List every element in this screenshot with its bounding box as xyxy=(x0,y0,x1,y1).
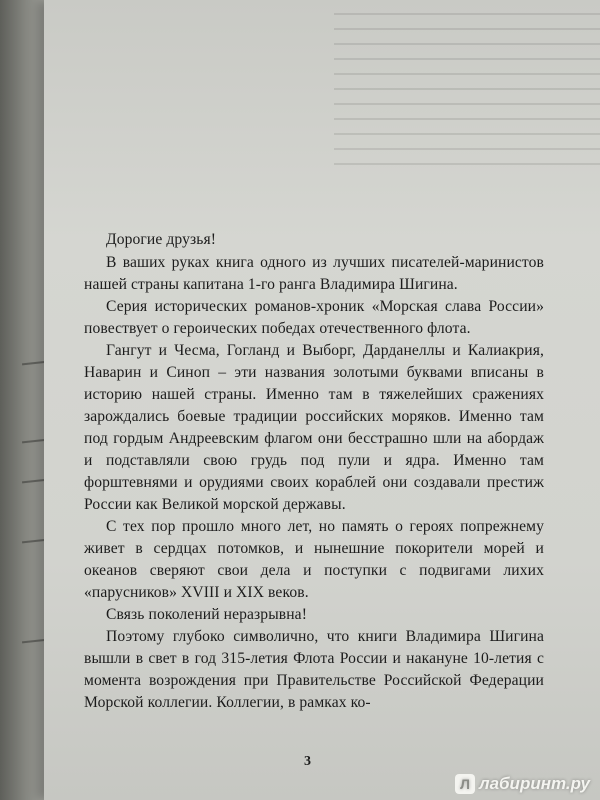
watermark xyxy=(455,774,590,794)
greeting-paragraph: Дорогие друзья! xyxy=(106,231,217,248)
book-gutter xyxy=(0,0,48,800)
paragraph: В ваших руках книга одного из лучших писателей-маринистов нашей страны капитана 1-го ранга Владимира Шигина. xyxy=(84,254,544,293)
paragraph: Связь поколений неразрывна! xyxy=(106,606,307,623)
labirint-logo-icon: Л xyxy=(455,774,475,794)
paragraph: Гангут и Чесма, Гогланд и Выборг, Дарданеллы и Калиакрия, Наварин и Синоп – эти названия золотыми буквами вписаны в историю нашей страны. Именно там в тяжелейших сражениях зарождались боевые традиции российских моряков. Именно там под гордым Андреевским флагом они бесстрашно шли на абордаж и подставляли свою грудь под пули и ядра. Именно там форштевнями и орудиями своих кораблей они создавали престиж России как Великой морской державы. xyxy=(84,342,544,513)
page-number: 3 xyxy=(304,754,311,769)
paragraph: Серия исторических романов-хроник «Морская слава России» повествует о героических победах отечественного флота. xyxy=(84,298,544,337)
show-through-text xyxy=(334,0,600,210)
paragraph: Поэтому глубоко символично, что книги Владимира Шигина вышли в свет в год 315-летия Флота России и накануне 10-летия с момента возрождения при Правительстве Российской Федерации Морской коллегии. Коллегии, в рамках ко- xyxy=(84,628,544,711)
watermark-text: лабиринт.ру xyxy=(479,774,590,793)
paragraph: С тех пор прошло много лет, но память о героях попрежнему живет в сердцах потомков, и нынешние покорители морей и океанов сверяют свои дела и поступки с подвигами лихих «парусников» XVIII и XIX веков. xyxy=(84,518,544,601)
body-text xyxy=(84,229,544,714)
